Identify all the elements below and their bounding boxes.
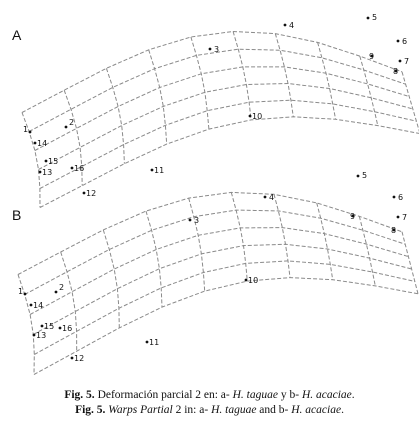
landmark-point — [45, 160, 48, 163]
caption-term: Warps Partial — [108, 404, 173, 416]
landmark-label: 16 — [62, 324, 73, 333]
figure-caption — [0, 388, 419, 418]
warp-grid-line — [231, 192, 247, 281]
landmark-label: 9 — [369, 52, 375, 61]
landmark-point — [65, 126, 68, 129]
warp-grid-line — [146, 211, 162, 307]
landmark-label: 4 — [269, 193, 275, 202]
landmark-point — [29, 131, 32, 134]
species-name: H. taguae — [211, 404, 257, 416]
warp-grid-line — [61, 252, 77, 351]
caption-line-english — [0, 403, 419, 418]
landmark-point — [30, 304, 33, 307]
landmark-label: 12 — [86, 189, 97, 198]
caption-text: . — [341, 404, 344, 416]
landmark-label: 11 — [149, 338, 160, 347]
warp-grid-line — [402, 72, 419, 134]
landmark-point — [71, 357, 74, 360]
landmark-label: 7 — [404, 57, 410, 66]
panel-a-warp-grid — [22, 32, 419, 208]
caption-text: Deformación parcial 2 en: a- — [94, 389, 233, 401]
landmark-point — [151, 169, 154, 172]
landmark-point — [39, 171, 42, 174]
panel-a-landmarks — [23, 13, 409, 198]
landmark-label: 1 — [18, 287, 24, 296]
landmark-label: 14 — [37, 139, 48, 148]
landmark-label: 5 — [362, 171, 368, 180]
landmark-point — [264, 196, 267, 199]
species-name: H. acaciae — [301, 389, 352, 401]
caption-figure-label: Fig. 5. — [75, 404, 106, 416]
warp-grid-line — [360, 56, 378, 126]
panel-a-letter: A — [12, 27, 22, 43]
landmark-point — [24, 293, 27, 296]
warp-grid-line — [40, 117, 419, 208]
caption-text: and b- — [256, 404, 292, 416]
warp-grid-line — [33, 244, 411, 334]
warp-grid-line — [318, 42, 336, 119]
landmark-point — [245, 279, 248, 282]
landmark-point — [33, 334, 36, 337]
landmark-point — [249, 115, 252, 118]
landmark-label: 13 — [36, 331, 47, 340]
landmark-label: 10 — [248, 276, 259, 285]
landmark-label: 2 — [59, 283, 65, 292]
landmark-label: 9 — [350, 212, 356, 221]
landmark-point — [146, 341, 149, 344]
warp-grid-line — [233, 32, 251, 120]
warp-grid-line — [34, 261, 415, 355]
landmark-point — [41, 325, 44, 328]
warp-grid-line — [317, 203, 333, 280]
warp-grid-line — [149, 50, 167, 144]
warp-grid-line — [274, 194, 290, 277]
landmark-label: 1 — [23, 125, 29, 134]
warp-grid-line — [275, 34, 293, 117]
landmark-point — [209, 48, 212, 51]
landmark-point — [55, 291, 58, 294]
landmark-point — [399, 60, 402, 63]
caption-text: y b- — [277, 389, 302, 401]
landmark-point — [367, 17, 370, 20]
warp-grid-line — [402, 232, 418, 294]
warp-grid-line — [35, 67, 409, 151]
warp-grid-line — [40, 100, 417, 188]
warp-grid-line — [29, 49, 406, 131]
landmark-label: 8 — [391, 226, 397, 235]
landmark-label: 7 — [402, 213, 408, 222]
landmark-point — [59, 327, 62, 330]
landmark-point — [284, 24, 287, 27]
warp-grid-line — [25, 210, 406, 294]
landmark-label: 3 — [194, 216, 200, 225]
caption-text: . — [351, 389, 355, 401]
landmark-label: 3 — [214, 45, 220, 54]
landmark-point — [83, 192, 86, 195]
landmark-label: 6 — [398, 193, 404, 202]
landmark-label: 15 — [48, 157, 59, 166]
panel-b-warp-grid — [18, 192, 418, 374]
landmark-label: 11 — [154, 166, 165, 175]
landmark-label: 6 — [402, 37, 408, 46]
panel-b-letter: B — [12, 207, 22, 223]
landmark-label: 13 — [42, 168, 53, 177]
species-name: H. acaciae — [291, 404, 342, 416]
caption-line-spanish — [0, 388, 419, 403]
caption-figure-label: Fig. 5. — [64, 389, 95, 401]
landmark-label: 2 — [69, 118, 75, 127]
landmark-point — [71, 167, 74, 170]
warp-grid-line — [103, 230, 119, 328]
landmark-label: 4 — [289, 21, 295, 30]
landmark-label: 5 — [372, 13, 378, 22]
warp-grid-line — [30, 228, 408, 315]
landmark-point — [189, 219, 192, 222]
landmark-label: 16 — [74, 164, 85, 173]
landmark-label: 14 — [33, 301, 44, 310]
landmark-point — [393, 196, 396, 199]
landmark-point — [34, 142, 37, 145]
landmark-label: 8 — [393, 67, 399, 76]
species-name: H. taguae — [232, 389, 278, 401]
landmark-point — [397, 40, 400, 43]
warp-grid-line — [34, 278, 418, 375]
caption-text: 2 in: a- — [172, 404, 212, 416]
landmark-label: 10 — [252, 112, 263, 121]
warp-grid-line — [359, 216, 375, 286]
landmark-label: 15 — [44, 322, 55, 331]
landmark-label: 12 — [74, 354, 85, 363]
landmark-point — [397, 216, 400, 219]
landmark-point — [357, 175, 360, 178]
